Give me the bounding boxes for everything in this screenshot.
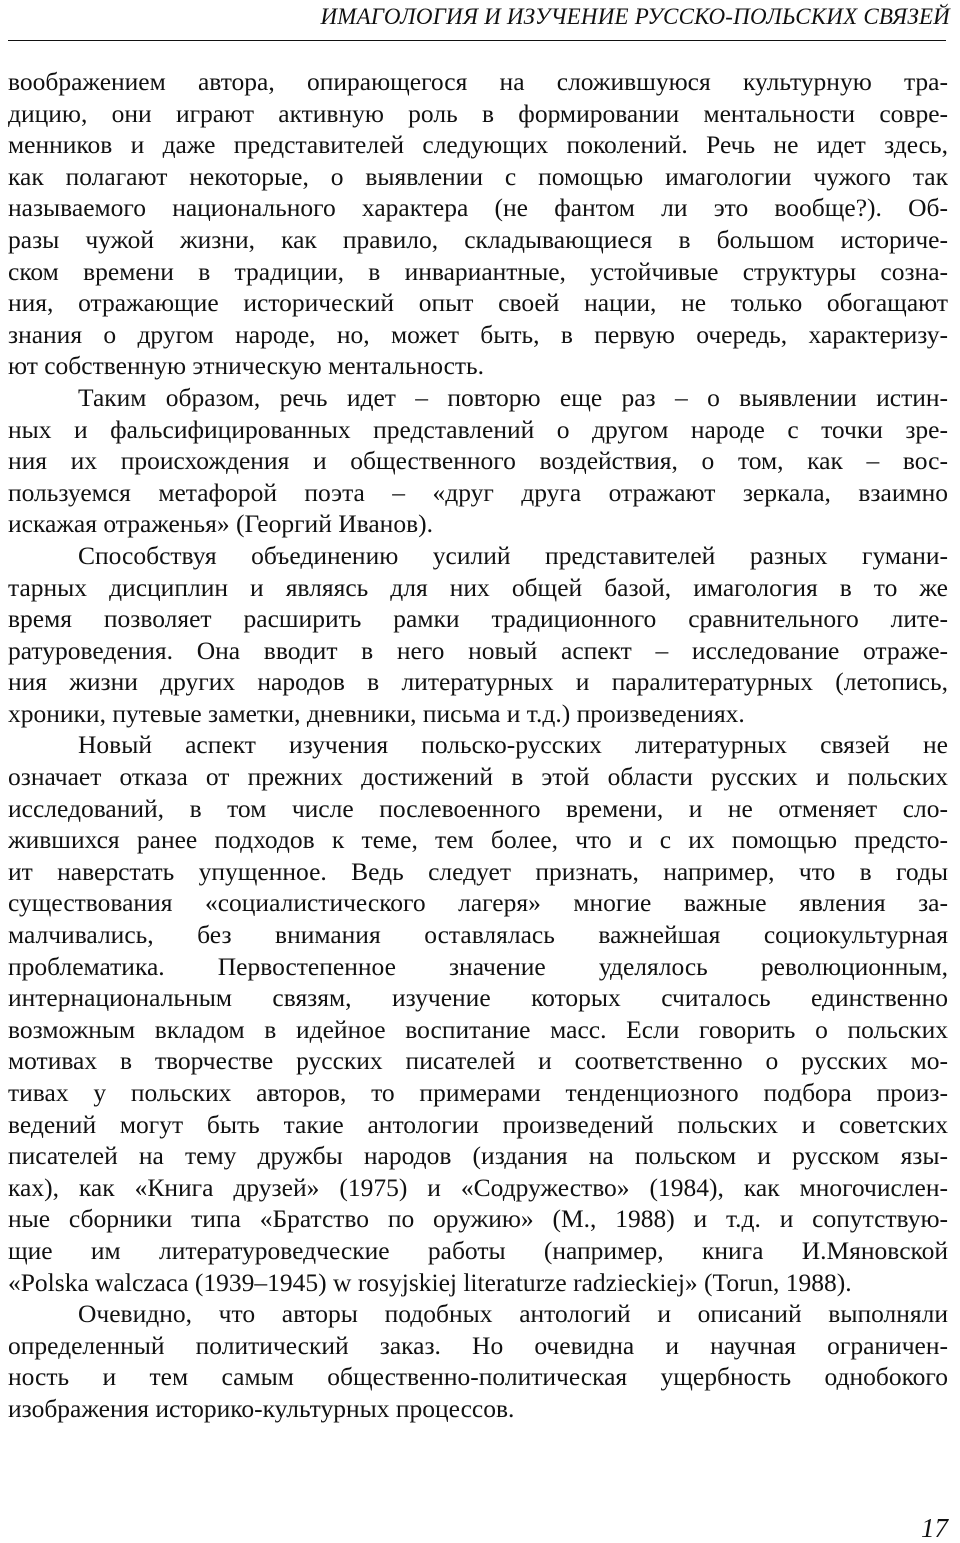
text-line: Новый аспект изучения польско-русских литературных связей не	[78, 730, 948, 760]
text-line: исследований, в том числе послевоенного времени, и не отменяет сло-	[8, 793, 948, 823]
paragraph	[8, 382, 948, 540]
text-line: ведений могут быть такие антологии произведений польских и советских	[8, 1109, 948, 1139]
running-header: ИМАГОЛОГИЯ И ИЗУЧЕНИЕ РУССКО-ПОЛЬСКИХ СВЯЗЕЙ	[320, 4, 950, 29]
text-line: существования «социалистического лагеря» многие важные явления за-	[8, 888, 948, 918]
paragraph	[8, 66, 948, 382]
text-line: воображением автора, опирающегося на сложившуюся культурную тра-	[8, 67, 948, 96]
text-line: знания о другом народе, но, может быть, в первую очередь, характеризу-	[8, 319, 948, 349]
header-rule	[8, 40, 946, 41]
paragraph	[8, 540, 948, 730]
text-line: ках), как «Книга друзей» (1975) и «Содружество» (1984), как многочислен-	[8, 1172, 948, 1202]
text-line: Очевидно, что авторы подобных антологий и описаний выполняли	[78, 1299, 948, 1329]
text-line: ных и фальсифицированных представлений о другом народе с точки зре-	[8, 414, 948, 444]
text-line: менников и даже представителей следующих поколений. Речь не идет здесь,	[8, 130, 948, 160]
text-line: ратуроведения. Она вводит в него новый аспект – исследование отраже-	[8, 635, 948, 665]
text-line: означает отказа от прежних достижений в этой области русских и польских	[8, 762, 948, 792]
text-line: тарных дисциплин и являясь для них общей базой, имагология в то же	[8, 572, 948, 602]
text-line: «Polska walczaca (1939–1945) w rosyjskiej literaturze radzieckiej» (Torun, 1988).	[8, 1267, 852, 1297]
text-line: ит наверстать упущенное. Ведь следует признать, например, что в годы	[8, 856, 948, 886]
text-line: проблематика. Первостепенное значение уделялось революционным,	[8, 951, 948, 981]
text-line: ные сборники типа «Братство по оружию» (М., 1988) и т.д. и сопутствую-	[8, 1204, 948, 1234]
text-line: тивах у польских авторов, то примерами тенденциозного подбора произ-	[8, 1078, 948, 1107]
text-line: ния жизни других народов в литературных и паралитературных (летопись,	[8, 667, 948, 697]
text-line: мотивах в творчестве русских писателей и соответственно о русских мо-	[8, 1046, 948, 1076]
text-line: малчивались, без внимания оставлялась важнейшая социокультурная	[8, 920, 948, 950]
text-line: Способствуя объединению усилий представителей разных гумани-	[78, 540, 948, 570]
text-line: искажая отраженья» (Георгий Иванов).	[8, 509, 433, 539]
text-line: жившихся ранее подходов к теме, тем более, что и с их помощью предсто-	[8, 825, 948, 855]
text-line: определенный политический заказ. Но очевидна и научная ограничен-	[8, 1330, 948, 1360]
text-line: ском времени в традиции, в инвариантные, устойчивые структуры созна-	[8, 256, 948, 286]
body-text	[8, 66, 948, 1425]
text-line: изображения историко-культурных процессов.	[8, 1393, 515, 1423]
paragraph	[8, 1298, 948, 1424]
text-line: называемого национального характера (не фантом ли это вообще?). Об-	[8, 193, 948, 223]
text-line: Таким образом, речь идет – повторю еще раз – о выявлении истин-	[78, 382, 948, 412]
text-line: возможным вкладом в идейное воспитание масс. Если говорить о польских	[8, 1014, 948, 1044]
paragraph	[8, 729, 948, 1298]
text-line: писателей на тему дружбы народов (издания на польском и русском язы-	[8, 1141, 948, 1171]
text-line: интернациональным связям, изучение которых считалось единственно	[8, 983, 948, 1013]
text-line: ность и тем самым общественно-политическая ущербность однобокого	[8, 1362, 948, 1392]
text-line: разы чужой жизни, как правило, складывающиеся в большом историче-	[8, 224, 948, 254]
text-line: щие им литературоведческие работы (например, книга И.Мяновской	[8, 1235, 948, 1265]
text-line: пользуемся метафорой поэта – «друг друга отражают зеркала, взаимно	[8, 477, 948, 507]
text-line: ют собственную этническую ментальность.	[8, 351, 485, 381]
text-line: как полагают некоторые, о выявлении с помощью имагологии чужого так	[8, 161, 948, 191]
text-line: дицию, они играют активную роль в формировании ментальности совре-	[8, 98, 948, 128]
text-line: ния, отражающие исторический опыт своей нации, не только обогащают	[8, 288, 948, 318]
text-line: хроники, путевые заметки, дневники, письма и т.д.) произведениях.	[8, 698, 745, 728]
text-line: время позволяет расширить рамки традиционного сравнительного лите-	[8, 604, 948, 634]
page-number: 17	[921, 1513, 948, 1543]
text-line: ния их происхождения и общественного воздействия, о том, как – вос-	[8, 446, 948, 476]
